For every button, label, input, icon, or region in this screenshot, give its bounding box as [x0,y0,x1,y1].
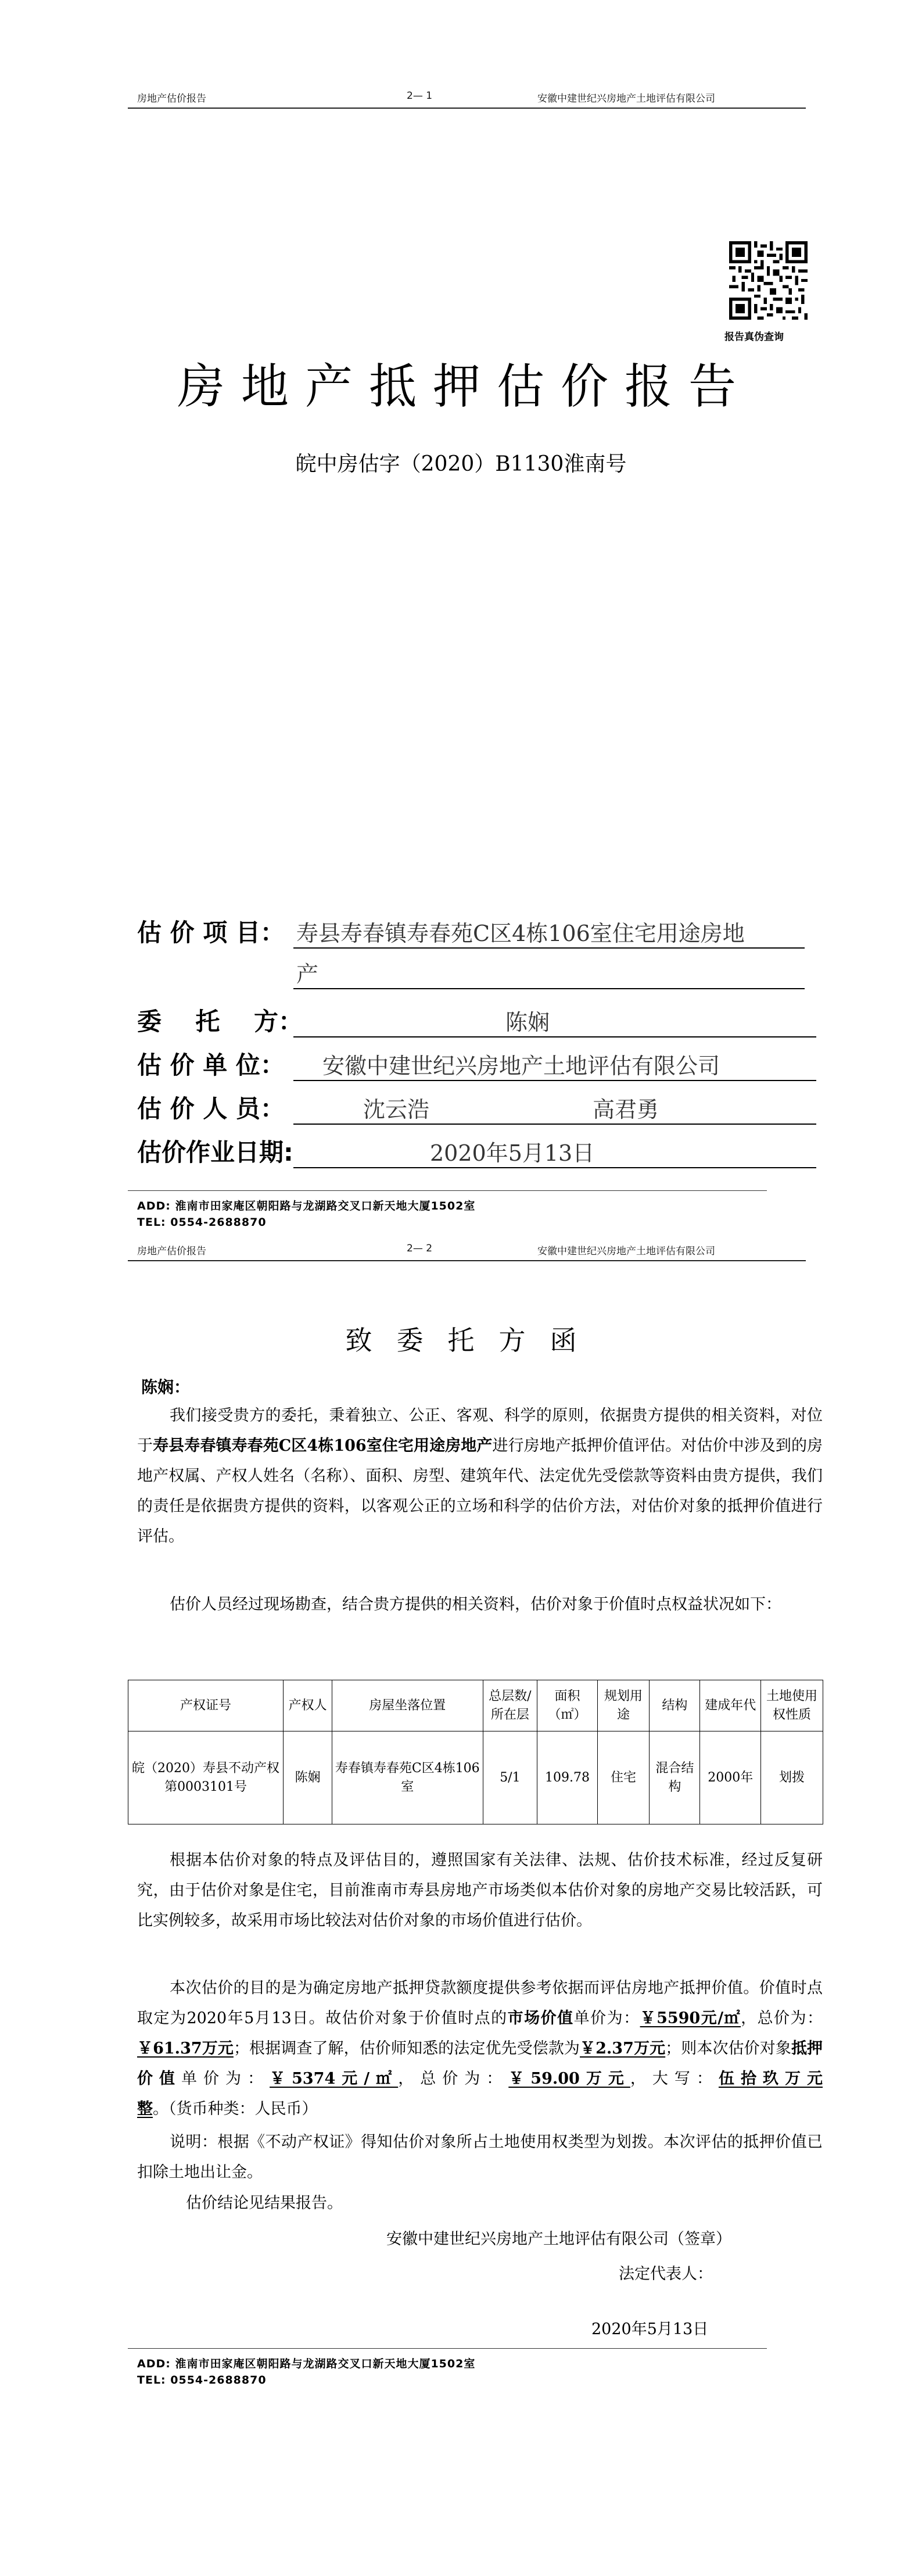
paragraph-1-rest: 进行房地产抵押价值评估。对估价中涉及到的房地产权属、产权人姓名（名称）、面积、房型、建筑年代、法定优先受偿款等资料由贵方提供，我们的责任是依据贵方提供的资料，以客观公正的立场和科学的估价方法，对估价对象的抵押价值进行评估。 [137,1437,823,1545]
appraiser-2: 高君勇 [593,1097,659,1122]
project-label: 估 价 项 目： [137,918,285,947]
table-cell: 皖（2020）寿县不动产权第0003101号 [128,1731,284,1824]
date-underline [293,1167,816,1168]
page2-header-page-number: 2— 2 [407,1243,433,1254]
page2-footer-address: ADD: 淮南市田家庵区朝阳路与龙湖路交叉口新天地大厦1502室 [137,2357,476,2370]
p4-text: 。（货币种类：人民币） [153,2100,318,2118]
page1-footer-tel: TEL: 0554-2688870 [137,1216,267,1229]
page1-header-page-number: 2— 1 [407,90,433,102]
table-cell: 2000年 [700,1731,761,1824]
p4-text: ，总价为： [741,2009,823,2027]
paragraph-5: 说明：根据《不动产权证》得知估价对象所占土地使用权类型为划拨。本次评估的抵押价值已扣除土地出让金。 [137,2133,823,2181]
paragraph-2: 估价人员经过现场勘查，结合贵方提供的相关资料，估价对象于价值时点权益状况如下： [170,1595,781,1613]
mortgage-unit-price: ￥5374元/㎡ [270,2070,399,2088]
table-cell: 混合结构 [650,1731,700,1824]
table-cell: 划拨 [761,1731,823,1824]
table-cell: 陈娴 [284,1731,332,1824]
table-cell: 5/1 [483,1731,537,1824]
paragraph-4 [137,1973,823,2124]
salutation: 陈娴： [141,1378,191,1397]
mortgage-value-label: 抵押价值 [137,2040,823,2088]
market-value-label: 市场价值 [507,2009,574,2027]
page2-header-left: 房地产估价报告 [137,1246,206,1257]
table-header: 总层数/所在层 [483,1680,537,1731]
date-value: 2020年5月13日 [430,1140,595,1166]
table-header: 面积（㎡） [537,1680,598,1731]
market-unit-price: ￥5590元/㎡ [640,2009,741,2027]
client-label: 委 托 方： [137,1007,303,1036]
table-header-row [128,1680,823,1731]
paragraph-1 [137,1401,823,1552]
table-header: 规划用途 [597,1680,649,1731]
table-row [128,1731,823,1824]
project-underline-1 [293,947,805,949]
paragraph-3: 根据本估价对象的特点及评估目的，遵照国家有关法律、法规、估价技术标准，经过反复研究，由于估价对象是住宅，目前淮南市寿县房地产市场类似本估价对象的房地产交易比较活跃，可比实例较多，故采用市场比较法对估价对象的市场价值进行估价。 [137,1851,823,1930]
page2-footer-rule [128,2348,767,2349]
firm-underline [293,1080,816,1081]
priority-claim-amount: ￥2.37万元 [580,2040,666,2058]
p4-text: 本次估价的目的是为确定房地产抵押贷款额度提供参考依据而评估房地产抵押价值。价值时点取定为2020年5月13日。故估价对象于价值时点的 [137,1979,823,2027]
signature-date: 2020年5月13日 [591,2320,709,2338]
table-header: 房屋坐落位置 [332,1680,483,1731]
paragraph-1-intro: 我们接受贵方的委托，秉着独立、公正、客观、科学的原则，依据贵方提供的相关资料，对位于 [137,1407,823,1455]
report-number: 皖中房估字（2020）B1130淮南号 [295,452,627,476]
table-cell: 住宅 [597,1731,649,1824]
page1-header-rule [128,108,806,109]
page1-header-right: 安徽中建世纪兴房地产土地评估有限公司 [537,93,715,105]
paragraph-6: 估价结论见结果报告。 [186,2194,343,2212]
signature-company: 安徽中建世纪兴房地产土地评估有限公司（签章） [386,2230,731,2248]
table-header: 土地使用权性质 [761,1680,823,1731]
page1-footer-address: ADD: 淮南市田家庵区朝阳路与龙湖路交叉口新天地大厦1502室 [137,1200,476,1212]
table-header: 结构 [650,1680,700,1731]
property-table [128,1680,823,1824]
mortgage-total-price: ￥59.00万元 [508,2070,630,2088]
page2-footer-tel: TEL: 0554-2688870 [137,2374,267,2387]
table-header: 产权人 [284,1680,332,1731]
property-address: 寿县寿春镇寿春苑C区4栋106室住宅用途房地产 [153,1437,493,1455]
project-value-line2: 产 [296,961,319,987]
table-cell: 109.78 [537,1731,598,1824]
p4-text: 单价为： [573,2009,640,2027]
table-header: 建成年代 [700,1680,761,1731]
client-value: 陈娴 [505,1010,550,1035]
p4-text: 单价为： [181,2070,270,2088]
client-underline [293,1036,816,1037]
appraiser-1: 沈云浩 [363,1097,430,1122]
table-header: 产权证号 [128,1680,284,1731]
mortgage-total-in-words: 伍拾玖万元整 [137,2070,823,2118]
project-value-line1: 寿县寿春镇寿春苑C区4栋106室住宅用途房地 [296,921,745,946]
appraisers-underline [293,1124,816,1125]
firm-value: 安徽中建世纪兴房地产土地评估有限公司 [322,1053,720,1079]
page1-footer-rule [128,1190,767,1191]
market-total-price: ￥61.37万元 [137,2040,234,2058]
p4-text: ，总价为： [398,2070,509,2088]
firm-label: 估 价 单 位： [137,1051,285,1079]
letter-title: 致委托方函 [345,1325,601,1356]
p4-text: ；根据调查了解，估价师知悉的法定优先受偿款为 [233,2040,580,2058]
appraisers-label: 估 价 人 员： [137,1094,285,1123]
page2-header-right: 安徽中建世纪兴房地产土地评估有限公司 [537,1246,715,1257]
p4-text: ，大写： [630,2070,719,2088]
date-label: 估价作业日期: [137,1138,293,1167]
page2-header-rule [128,1260,806,1261]
project-underline-2 [293,988,805,989]
p4-text: ；则本次估价对象 [665,2040,791,2058]
qr-caption: 报告真伪查询 [724,331,784,343]
report-title: 房地产抵押估价报告 [177,359,752,414]
signature-legal-rep: 法定代表人： [619,2265,713,2283]
page1-header-left: 房地产估价报告 [137,93,206,105]
qr-code-icon[interactable] [729,241,808,320]
table-cell: 寿春镇寿春苑C区4栋106室 [332,1731,483,1824]
